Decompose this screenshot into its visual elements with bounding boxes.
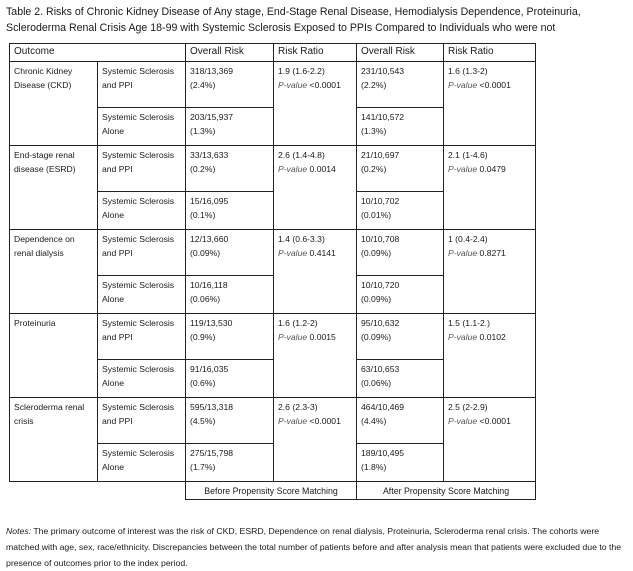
risk-count: 12/13,660	[190, 233, 229, 244]
risk-ratio-value: 1 (0.4-2.4)	[448, 233, 488, 244]
risk-percent: (0.06%)	[190, 294, 221, 304]
header-risk-ratio-after: Risk Ratio	[444, 44, 536, 62]
group-label: Systemic Sclerosis Alone	[98, 443, 186, 481]
risk-percent: (0.1%)	[190, 210, 216, 220]
table-row	[10, 397, 536, 443]
risk-ratio-value: 2.1 (1-4.6)	[448, 149, 488, 160]
group-label: Systemic Sclerosis Alone	[98, 191, 186, 229]
overall-risk-after	[357, 275, 444, 313]
group-label: Systemic Sclerosis and PPI	[98, 313, 186, 359]
group-label: Systemic Sclerosis and PPI	[98, 229, 186, 275]
risk-ratio-after	[444, 61, 536, 145]
notes-text: The primary outcome of interest was the risk of CKD, ESRD, Dependence on renal dialysis, Proteinuria, Scleroderma renal crisis. The cohorts were matched with age, sex, race/ethnicity. Discrepancies between the total number of patients before and after analysis mean that patients were excluded due to the presence of outcomes prior to the index period.	[6, 526, 622, 568]
footer-after-matching: After Propensity Score Matching	[357, 481, 536, 500]
risk-percent: (1.7%)	[190, 462, 216, 472]
p-value: 0.8271	[479, 248, 506, 258]
risk-count: 595/13,318	[190, 401, 234, 412]
risk-percent: (1.3%)	[361, 126, 387, 136]
p-value-label: P-value	[448, 80, 478, 90]
risk-count: 464/10,469	[361, 401, 405, 412]
risk-ratio-before	[274, 145, 357, 229]
p-value-label: P-value	[448, 248, 478, 258]
risk-percent: (0.09%)	[361, 248, 392, 258]
risk-ratio-value: 1.6 (1.2-2)	[278, 317, 318, 328]
table-row	[10, 229, 536, 275]
overall-risk-after	[357, 61, 444, 107]
p-value: 0.0015	[309, 332, 336, 342]
risk-table	[9, 43, 536, 500]
overall-risk-before	[186, 397, 274, 443]
notes-label: Notes:	[6, 526, 32, 536]
risk-ratio-value: 1.5 (1.1-2.)	[448, 317, 491, 328]
p-value: <0.0001	[309, 80, 341, 90]
risk-count: 10/10,702	[361, 195, 400, 206]
p-value: 0.4141	[309, 248, 336, 258]
table-header-row	[10, 44, 536, 62]
risk-count: 15/16,095	[190, 195, 229, 206]
group-label: Systemic Sclerosis Alone	[98, 107, 186, 145]
p-value: <0.0001	[309, 416, 341, 426]
risk-percent: (0.2%)	[361, 164, 387, 174]
risk-percent: (4.4%)	[361, 416, 387, 426]
table-row	[10, 145, 536, 191]
risk-count: 189/10,495	[361, 447, 405, 458]
outcome-name: End-stage renal disease (ESRD)	[10, 145, 98, 229]
overall-risk-before	[186, 229, 274, 275]
overall-risk-after	[357, 397, 444, 443]
p-value: 0.0479	[479, 164, 506, 174]
table-row	[10, 313, 536, 359]
risk-count: 10/10,708	[361, 233, 400, 244]
risk-percent: (2.2%)	[361, 80, 387, 90]
risk-count: 33/13,633	[190, 149, 229, 160]
outcome-name: Chronic Kidney Disease (CKD)	[10, 61, 98, 145]
risk-count: 203/15,937	[190, 111, 234, 122]
risk-count: 91/16,035	[190, 363, 229, 374]
overall-risk-after	[357, 145, 444, 191]
overall-risk-before	[186, 107, 274, 145]
risk-count: 275/15,798	[190, 447, 234, 458]
risk-count: 63/10,653	[361, 363, 400, 374]
p-value: <0.0001	[479, 416, 511, 426]
p-value-label: P-value	[448, 164, 478, 174]
risk-ratio-value: 2.5 (2-2.9)	[448, 401, 488, 412]
risk-percent: (0.01%)	[361, 210, 392, 220]
risk-ratio-after	[444, 145, 536, 229]
risk-ratio-before	[274, 61, 357, 145]
table-caption: Table 2. Risks of Chronic Kidney Disease of Any stage, End-Stage Renal Disease, Hemodialysis Dependence, Proteinuria, Scleroderma Renal Crisis Age 18-99 with Systemic Sclerosis Exposed to PPIs Compared to Individuals who were not	[6, 6, 581, 34]
group-label: Systemic Sclerosis Alone	[98, 275, 186, 313]
risk-percent: (0.9%)	[190, 332, 216, 342]
overall-risk-before	[186, 191, 274, 229]
risk-ratio-value: 1.4 (0.6-3.3)	[278, 233, 325, 244]
risk-ratio-value: 2.6 (1.4-4.8)	[278, 149, 325, 160]
risk-count: 21/10,697	[361, 149, 400, 160]
risk-percent: (0.09%)	[361, 294, 392, 304]
p-value-label: P-value	[448, 332, 478, 342]
outcome-name: Dependence on renal dialysis	[10, 229, 98, 313]
table-row	[10, 61, 536, 107]
overall-risk-before	[186, 359, 274, 397]
header-overall-risk-before: Overall Risk	[186, 44, 274, 62]
risk-ratio-before	[274, 229, 357, 313]
risk-count: 318/13,369	[190, 65, 234, 76]
overall-risk-after	[357, 443, 444, 481]
risk-ratio-before	[274, 397, 357, 481]
overall-risk-after	[357, 191, 444, 229]
risk-count: 10/16,118	[190, 279, 228, 290]
p-value: 0.0102	[479, 332, 506, 342]
risk-percent: (0.09%)	[361, 332, 392, 342]
risk-ratio-before	[274, 313, 357, 397]
table-footer-row	[10, 481, 536, 500]
risk-count: 231/10,543	[361, 65, 405, 76]
header-risk-ratio-before: Risk Ratio	[274, 44, 357, 62]
risk-percent: (0.06%)	[361, 378, 392, 388]
p-value-label: P-value	[448, 416, 478, 426]
overall-risk-after	[357, 229, 444, 275]
outcome-name: Proteinuria	[10, 313, 98, 397]
risk-ratio-after	[444, 313, 536, 397]
group-label: Systemic Sclerosis Alone	[98, 359, 186, 397]
overall-risk-before	[186, 313, 274, 359]
risk-percent: (2.4%)	[190, 80, 216, 90]
risk-ratio-value: 2.6 (2.3-3)	[278, 401, 318, 412]
group-label: Systemic Sclerosis and PPI	[98, 145, 186, 191]
risk-count: 119/13,530	[190, 317, 233, 328]
risk-ratio-value: 1.6 (1.3-2)	[448, 65, 488, 76]
risk-count: 10/10,720	[361, 279, 400, 290]
overall-risk-after	[357, 107, 444, 145]
footer-before-matching: Before Propensity Score Matching	[186, 481, 357, 500]
group-label: Systemic Sclerosis and PPI	[98, 61, 186, 107]
overall-risk-before	[186, 61, 274, 107]
p-value-label: P-value	[278, 248, 308, 258]
risk-percent: (1.8%)	[361, 462, 387, 472]
p-value-label: P-value	[278, 80, 308, 90]
risk-percent: (1.3%)	[190, 126, 216, 136]
overall-risk-before	[186, 145, 274, 191]
risk-percent: (0.09%)	[190, 248, 221, 258]
p-value: <0.0001	[479, 80, 511, 90]
overall-risk-after	[357, 359, 444, 397]
risk-count: 141/10,572	[361, 111, 405, 122]
table-notes	[6, 523, 630, 571]
p-value-label: P-value	[278, 416, 308, 426]
risk-ratio-after	[444, 229, 536, 313]
risk-ratio-value: 1.9 (1.6-2.2)	[278, 65, 325, 76]
risk-percent: (0.2%)	[190, 164, 216, 174]
risk-percent: (0.6%)	[190, 378, 216, 388]
risk-count: 95/10,632	[361, 317, 400, 328]
risk-percent: (4.5%)	[190, 416, 216, 426]
overall-risk-before	[186, 275, 274, 313]
overall-risk-before	[186, 443, 274, 481]
outcome-name: Scleroderma renal crisis	[10, 397, 98, 481]
p-value-label: P-value	[278, 164, 308, 174]
header-overall-risk-after: Overall Risk	[357, 44, 444, 62]
header-outcome: Outcome	[10, 44, 186, 62]
p-value: 0.0014	[309, 164, 336, 174]
table-body	[10, 61, 536, 481]
risk-ratio-after	[444, 397, 536, 481]
p-value-label: P-value	[278, 332, 308, 342]
group-label: Systemic Sclerosis and PPI	[98, 397, 186, 443]
overall-risk-after	[357, 313, 444, 359]
